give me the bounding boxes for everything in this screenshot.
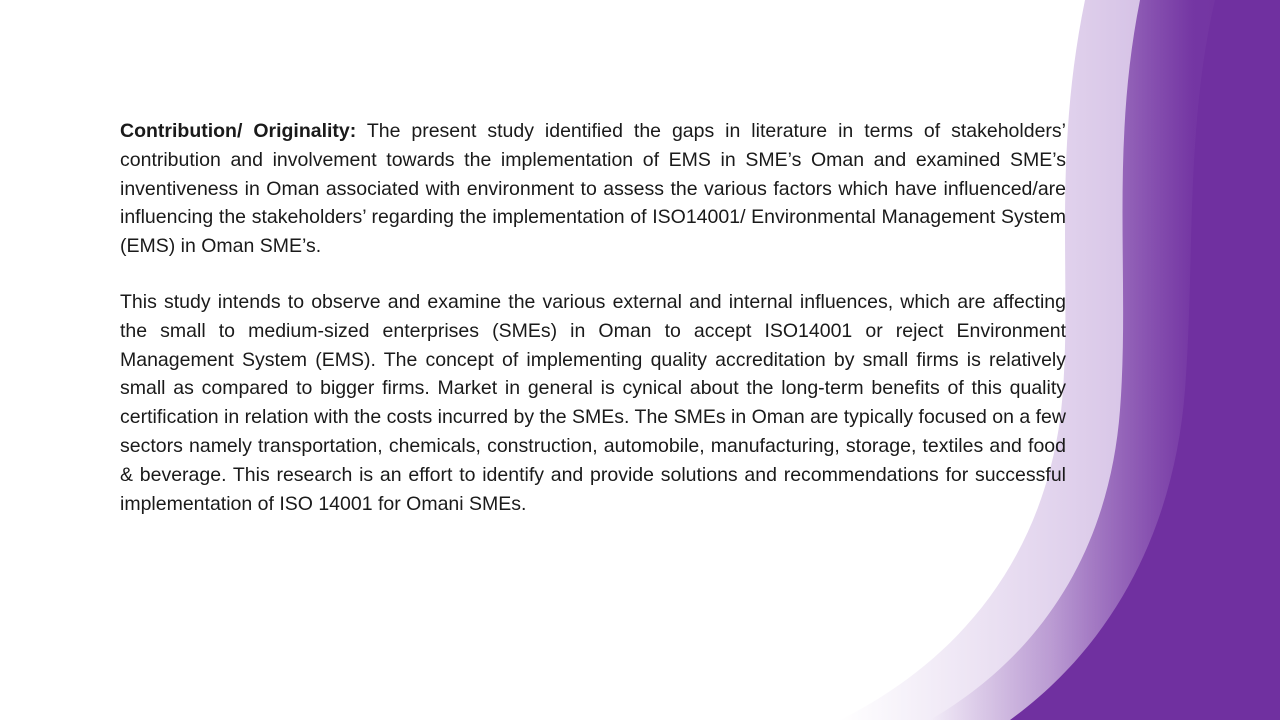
paragraph-lead-heading: Contribution/ Originality: [120,120,357,142]
paragraph-study-scope [120,288,1066,518]
paragraph-contribution [120,117,1066,261]
paragraph-contribution-text: The present study identified the gaps in literature in terms of stakeholders’ contribution and involvement towards the implementation of EMS in SME’s Oman and examined SME’s inventiveness in Oman associated with environment to assess the various factors which have influenced/are influencing the stakeholders’ regarding the implementation of ISO14001/ Environmental Management System (EMS) in Oman SME’s. [120,120,1066,258]
slide-body [120,117,1066,545]
paragraph-study-scope-text: This study intends to observe and examine the various external and internal influences, which are affecting the small to medium-sized enterprises (SMEs) in Oman to accept ISO14001 or reject Environment Management System (EMS). The concept of implementing quality accreditation by small firms is relatively small as compared to bigger firms. Market in general is cynical about the long-term benefits of this quality certification in relation with the costs incurred by the SMEs. The SMEs in Oman are typically focused on a few sectors namely transportation, chemicals, construction, automobile, manufacturing, storage, textiles and food & beverage. This research is an effort to identify and provide solutions and recommendations for successful implementation of ISO 14001 for Omani SMEs. [120,290,1066,515]
